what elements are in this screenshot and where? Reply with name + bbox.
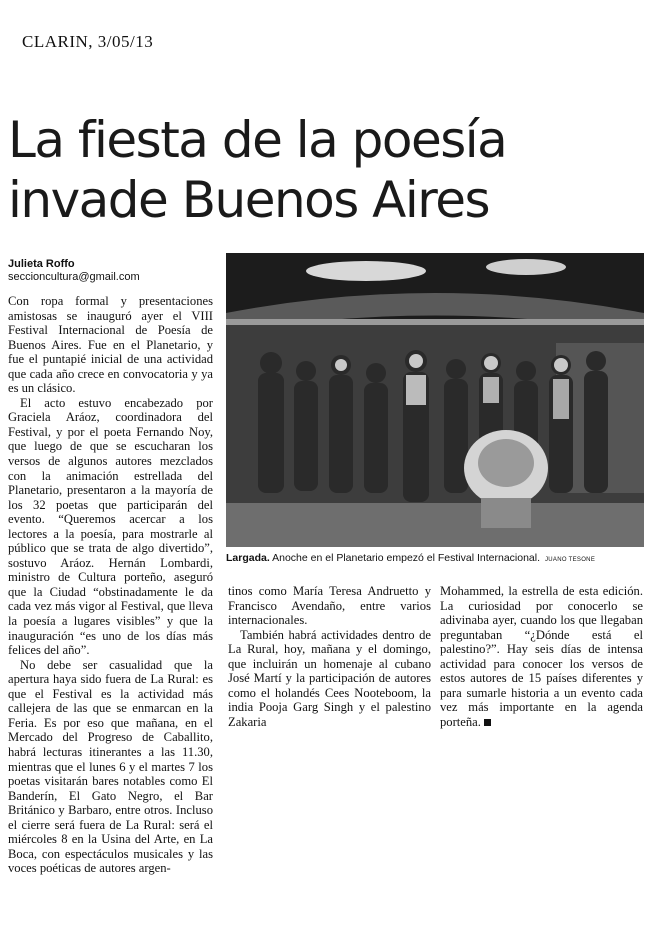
photo-caption — [226, 552, 644, 567]
caption-text: Anoche en el Planetario empezó el Festival Internacional. — [272, 552, 541, 564]
photo-credit: JUANO TESONE — [544, 557, 596, 563]
event-photo — [226, 253, 644, 547]
paragraph: tinos como María Teresa Andruetto y Francisco Avendaño, entre varios internacionales. — [228, 584, 431, 628]
paragraph: El acto estuvo encabezado por Graciela Aráoz, coordinadora del Festival, y por el poeta Fernando Noy, que luego de que se escucharan los versos de algunos autores mezclados con la animación estrellada del Planetario, presentaron a la mayoría de los 32 poetas que participarán del evento. “Queremos acercar a los lectores a la poesía, para mostrarle al público que se trata de algo divertido”, sostuvo Aráoz. Hernán Lombardi, ministro de Cultura porteño, aseguró que la Ciudad “obstinadamente le da cada vez más vigor al Festival, que lleva la poesía a lugares visibles” y que la inauguración “es uno de los días más felices del año”. — [8, 395, 213, 658]
paragraph-text: Mohammed, la estrella de esta edición. La curiosidad por conocerlo se adivinaba ayer, cuando los que llegaban preguntaban “¿Dónde está el palestino?”. Hay seis días de intensa actividad para conocer los versos de estos autores de 15 países diferentes y para sumarle historia a un evento cada vez más importante en la agenda porteña. — [440, 584, 643, 729]
article-column-2 — [228, 584, 431, 729]
caption-lead: Largada. — [226, 552, 270, 564]
end-of-article-mark — [484, 719, 491, 726]
paragraph: No debe ser casualidad que la apertura haya sido fuera de La Rural: es que el Festival es la actividad más callejera de las que se enmarcan en la Feria. Es por eso que mañana, en el Mercado del Progreso de Caballito, habrá lecturas itinerantes a las 11.30, mientras que el lunes 6 y el martes 7 los poetas visitarán bares notables como El Banderín, El Gato Negro, el Bar Británico y Barbaro, entre otros. Incluso el cierre será fuera de La Rural: será el miércoles 8 en la Usina del Arte, en La Boca, con espectáculos musicales y las voces poéticas de autores argen- — [8, 657, 213, 876]
author-name: Julieta Roffo — [8, 258, 75, 270]
article-column-3 — [440, 584, 643, 729]
byline — [8, 257, 140, 284]
source-line: CLARIN, 3/05/13 — [22, 32, 154, 51]
group-photo-illustration — [226, 253, 644, 547]
paragraph: También habrá actividades dentro de La Rural, hoy, mañana y el domingo, que incluirán un homenaje al cubano José Martí y la participación de autores como el holandés Cees Nooteboom, la india Pooja Garg Singh y el palestino Zakaria — [228, 627, 431, 729]
article-column-1 — [8, 294, 213, 940]
paragraph: Con ropa formal y presentaciones amistosas se inauguró ayer el VIII Festival Internacional de Poesía de Buenos Aires. Fue en el Planetario, y fue el puntapié inicial de una actividad que cada año crece en convocatoria y ya es un clásico. — [8, 294, 213, 396]
paragraph — [440, 584, 643, 729]
author-email: seccioncultura@gmail.com — [8, 271, 140, 283]
headline: La fiesta de la poesía invade Buenos Aires — [8, 111, 507, 229]
